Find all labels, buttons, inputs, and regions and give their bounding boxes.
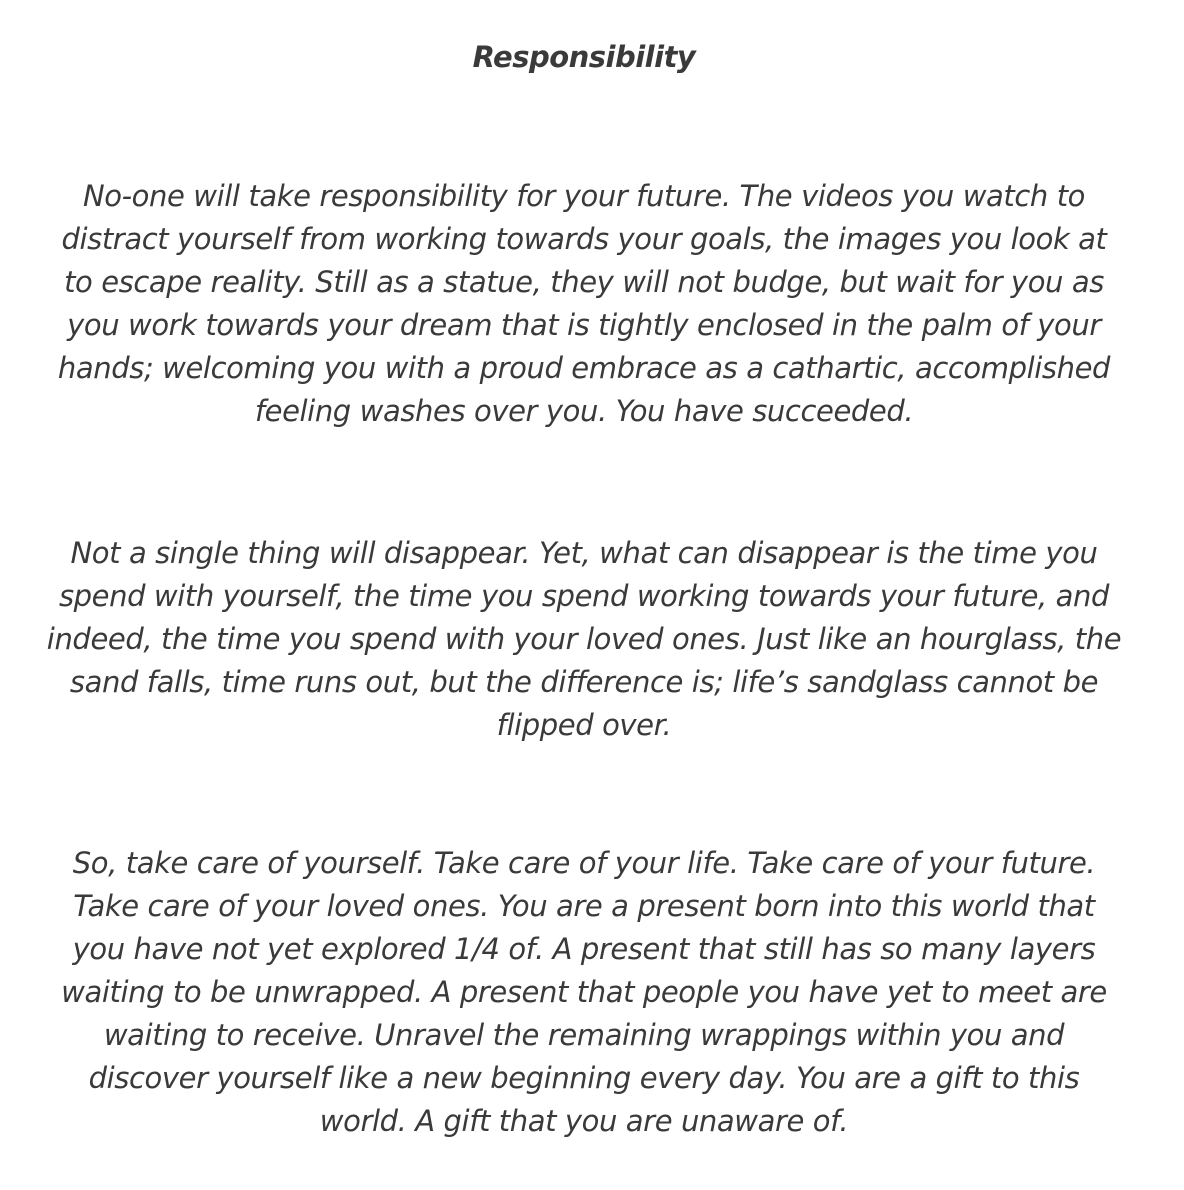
paragraph-line: No-one will take responsibility for your future. The videos you watch to (82, 179, 1086, 213)
paragraph-line: Take care of your loved ones. You are a present born into this world that (73, 889, 1095, 923)
paragraph-line: indeed, the time you spend with your loved ones. Just like an hourglass, the (46, 622, 1122, 656)
paragraph-line: flipped over. (496, 708, 672, 742)
paragraph-line: to escape reality. Still as a statue, they will not budge, but wait for you as (64, 265, 1104, 299)
paragraph-2 (40, 532, 1128, 747)
document-title: Responsibility (472, 40, 696, 74)
paragraph-line: waiting to be unwrapped. A present that people you have yet to meet are (61, 975, 1107, 1009)
paragraph-line: waiting to receive. Unravel the remaining wrappings within you and (103, 1018, 1065, 1052)
paragraph-line: world. A gift that you are unaware of. (319, 1104, 849, 1138)
paragraph-line: sand falls, time runs out, but the difference is; life’s sandglass cannot be (69, 665, 1099, 699)
paragraph-line: you have not yet explored 1/4 of. A present that still has so many layers (72, 932, 1096, 966)
paragraph-line: distract yourself from working towards your goals, the images you look at (61, 222, 1107, 256)
paragraph-line: hands; welcoming you with a proud embrace as a cathartic, accomplished (57, 351, 1111, 385)
paragraph-line: feeling washes over you. You have succeeded. (254, 394, 914, 428)
paragraph-3 (40, 842, 1128, 1143)
paragraph-line: discover yourself like a new beginning every day. You are a gift to this (88, 1061, 1080, 1095)
paragraph-1 (40, 175, 1128, 433)
paragraph-line: spend with yourself, the time you spend working towards your future, and (58, 579, 1110, 613)
paragraph-line: Not a single thing will disappear. Yet, what can disappear is the time you (70, 536, 1098, 570)
paragraph-line: you work towards your dream that is tightly enclosed in the palm of your (67, 308, 1101, 342)
paragraph-line: So, take care of yourself. Take care of your life. Take care of your future. (72, 846, 1096, 880)
